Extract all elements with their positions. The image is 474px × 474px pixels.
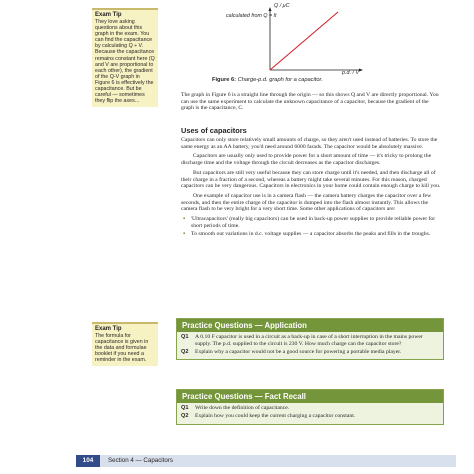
x-axis-label: p.d. / V: [342, 70, 360, 76]
figure-caption: [212, 77, 323, 83]
exam-tip-title: Exam Tip: [95, 12, 122, 18]
graph-svg: [262, 4, 372, 76]
proportional-line: [270, 12, 338, 70]
y-axis-label: Q / μC: [274, 3, 290, 9]
list-item: ▪ 'Ultracapacitors' (really big capacitors) can be used in back-up power supplies to provide reliable power for short periods of time.: [181, 216, 443, 229]
graph-note: calculated from Q = It: [226, 13, 277, 19]
question-text: Write down the definition of capacitance.: [195, 405, 290, 411]
exam-tip-title: Exam Tip: [95, 326, 122, 332]
practice-questions-title: Practice Questions — Application: [177, 319, 443, 332]
question-number: Q1: [181, 405, 189, 411]
exam-tip-box: [92, 322, 158, 366]
exam-tip-text: They love asking questions about this graph in the exam. You can find the capacitance by calculating Q ÷ V. Because the capacitance remains constant here (Q and V are proportional to each other), the gradient of the Q-V graph in Figure 6 is effectively the capacitance. But be careful — sometimes they flip the axes...: [95, 19, 155, 105]
question-number: Q2: [181, 348, 189, 355]
intro-text: The graph in Figure 6 is a straight line through the origin — so this shows Q and V are directly proportional. You can use the same experiment to calculate the unknown capacitance of a capacitor, because the gradient of the graph is the capacitance, C.: [181, 92, 439, 112]
question-text: A 0.10 F capacitor is used in a circuit as a back-up in case of a short interruption in the mains power supply. The p.d. supplied to the circuit is 230 V. How much charge can the capacitor store?: [195, 334, 423, 347]
practice-questions-body: [177, 403, 443, 424]
list-item: ▪ To smooth out variations in d.c. voltage supplies — a capacitor absorbs the peaks and fills in the troughs.: [181, 231, 443, 238]
exam-tip-text: The formula for capacitance is given in the data and formulae booklet if you need a reminder in the exam.: [95, 333, 149, 364]
question-item: [181, 334, 439, 348]
question-number: Q2: [181, 412, 189, 419]
intro-paragraph: [181, 92, 443, 115]
practice-questions-fact-recall: [176, 389, 444, 425]
section-heading: Uses of capacitors: [181, 126, 247, 135]
question-item: [181, 413, 439, 420]
practice-questions-body: [177, 332, 443, 359]
applications-list: [181, 216, 443, 238]
question-item: [181, 405, 439, 412]
exam-tip-box: [92, 8, 158, 107]
page-number: 104: [76, 455, 100, 467]
question-item: [181, 349, 439, 356]
figure-caption-label: Figure 6:: [212, 77, 237, 83]
question-text: Explain how you could keep the current charging a capacitor constant.: [195, 412, 356, 419]
practice-questions-application: [176, 318, 444, 360]
section-label: Section 4 — Capacitors: [108, 457, 173, 464]
question-number: Q1: [181, 334, 189, 340]
practice-questions-title: Practice Questions — Fact Recall: [177, 390, 443, 403]
paragraph-1: Capacitors can only store relatively small amounts of charge, so they aren't used instead of batteries. To store the same energy as an AA battery, you'd need around 6000 farads. The capacitor would be absolutely massive.: [181, 137, 438, 150]
x-axis-arrow: [359, 69, 363, 72]
question-text: Explain why a capacitor would not be a good source for powering a portable media player.: [195, 348, 402, 355]
figure-caption-text: Charge-p.d. graph for a capacitor.: [237, 77, 323, 83]
y-axis-arrow: [269, 7, 272, 11]
body-text: [181, 137, 443, 240]
paragraph-3: But capacitors are still very useful because they can store charge until it's needed, and then discharge all of their charge in a fraction of a second, whereas a battery might take several minutes. For this reason, charged capacitors can be very dangerous. Capacitors in electronics in your home could contain enough charge to kill you.: [181, 169, 441, 190]
paragraph-2: Capacitors are usually only used to provide power for a short amount of time — it's tricky to prolong the discharge time and the voltage through the circuit decreases as the capacitor discharges.: [181, 153, 432, 167]
paragraph-4: One example of capacitor use is in a camera flash — the camera battery charges the capacitor over a few seconds, and then the entire charge of the capacitor is dumped into the flash almost instantly. This allows the camera flash to be very bright for a very short time. Some other applications of capacitors are:: [181, 192, 432, 213]
